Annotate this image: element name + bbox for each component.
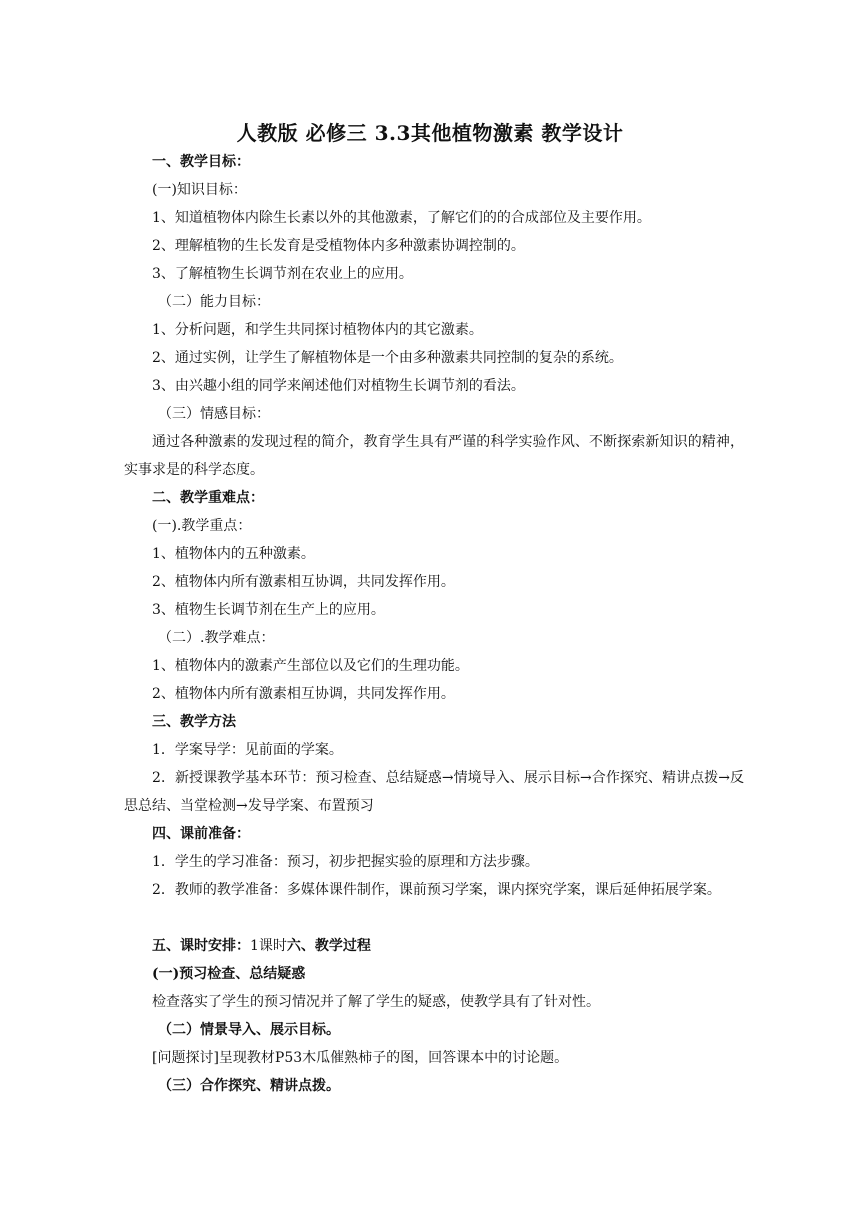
difficulty-item-2: 2、植物体内所有激素相互协调，共同发挥作用。 [152, 686, 455, 702]
subsection-emotion: （三）情感目标： [158, 406, 270, 422]
ability-item-2: 2、通过实例，让学生了解植物体是一个由多种激素共同控制的复杂的系统。 [152, 350, 623, 366]
schedule-value: 1课时 [250, 938, 287, 954]
focus-item-1: 1、植物体内的五种激素。 [152, 546, 315, 562]
section-heading-methods: 三、教学方法 [152, 714, 236, 730]
emotion-paragraph: 通过各种激素的发现过程的简介，教育学生具有严谨的科学实验作风、不断探索新知识的精神，实事求是的科学态度。 [124, 434, 744, 478]
knowledge-item-1: 1、知道植物体内除生长素以外的其他激素，了解它们的的合成部位及主要作用。 [152, 210, 651, 226]
ability-item-3: 3、由兴趣小组的同学来阐述他们对植物生长调节剂的看法。 [152, 378, 525, 394]
document-title: 人教版 必修三 3.3其他植物激素 教学设计 [236, 121, 624, 145]
section-heading-objectives: 一、教学目标： [152, 154, 250, 170]
process-subsection-3: （三）合作探究、精讲点拨。 [158, 1078, 340, 1094]
focus-item-2: 2、植物体内所有激素相互协调，共同发挥作用。 [152, 574, 455, 590]
schedule-line [152, 936, 744, 956]
subsection-difficulty: （二）.教学难点： [158, 630, 275, 646]
subsection-focus: (一).教学重点： [152, 518, 252, 534]
method-item-2: 2．新授课教学基本环节：预习检查、总结疑惑→情境导入、展示目标→合作探究、精讲点拨→反思总结、当堂检测→发导学案、布置预习 [124, 770, 744, 814]
subsection-ability: （二）能力目标： [158, 294, 270, 310]
section-heading-keypoints: 二、教学重难点： [152, 490, 264, 506]
process-paragraph-1: 检查落实了学生的预习情况并了解了学生的疑惑，使教学具有了针对性。 [152, 994, 600, 1010]
ability-item-1: 1、分析问题，和学生共同探讨植物体内的其它激素。 [152, 322, 483, 338]
process-subsection-1: (一)预习检查、总结疑惑 [152, 966, 306, 982]
section-heading-schedule: 五、课时安排： [152, 938, 250, 954]
subsection-knowledge: (一)知识目标： [152, 182, 247, 198]
focus-item-3: 3、植物生长调节剂在生产上的应用。 [152, 602, 385, 618]
knowledge-item-2: 2、理解植物的生长发育是受植物体内多种激素协调控制的。 [152, 238, 525, 254]
section-heading-process: 六、教学过程 [286, 938, 371, 954]
difficulty-item-1: 1、植物体内的激素产生部位以及它们的生理功能。 [152, 658, 469, 674]
process-paragraph-2: [问题探讨]呈现教材P53木瓜催熟柿子的图，回答课本中的讨论题。 [152, 1050, 569, 1066]
process-subsection-2: （二）情景导入、展示目标。 [158, 1022, 340, 1038]
section-heading-preparation: 四、课前准备： [152, 826, 250, 842]
knowledge-item-3: 3、了解植物生长调节剂在农业上的应用。 [152, 266, 413, 282]
method-item-1: 1．学案导学：见前面的学案。 [152, 742, 343, 758]
preparation-item-1: 1．学生的学习准备：预习，初步把握实验的原理和方法步骤。 [152, 854, 539, 870]
preparation-item-2: 2．教师的教学准备：多媒体课件制作，课前预习学案，课内探究学案，课后延伸拓展学案。 [152, 882, 721, 898]
